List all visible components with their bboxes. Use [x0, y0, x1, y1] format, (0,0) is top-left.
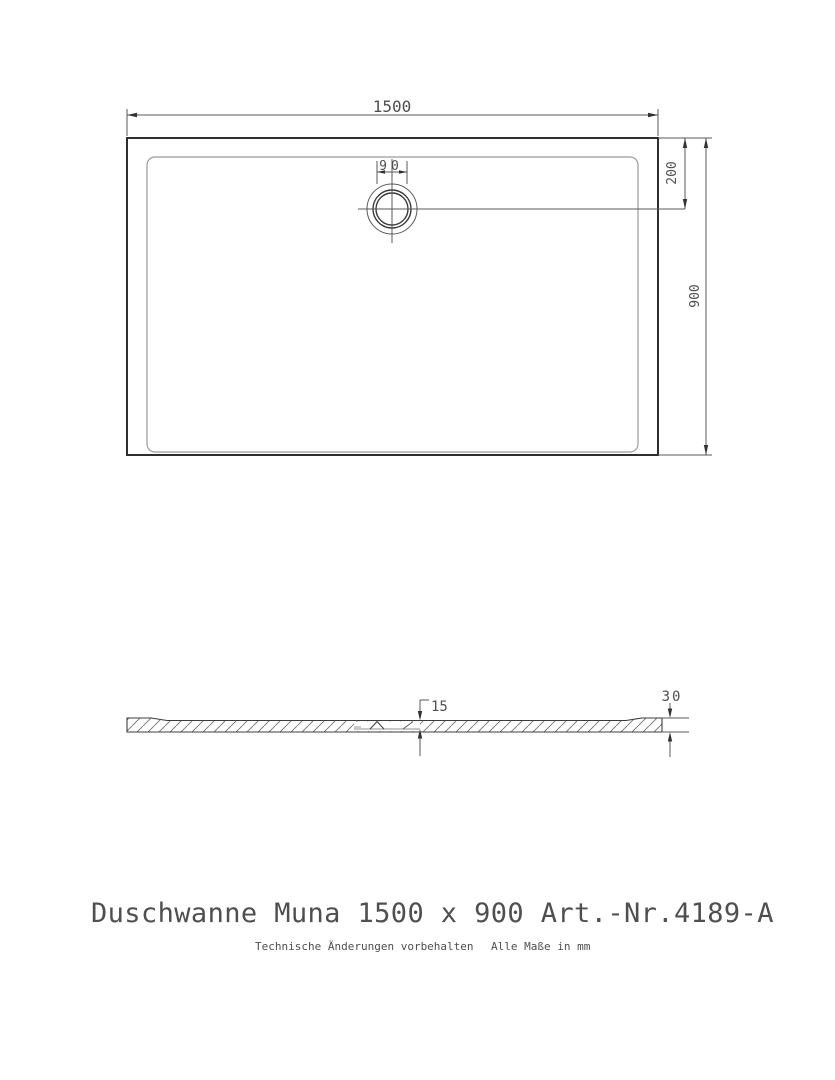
footnote-units: Alle Maße in mm [491, 940, 591, 953]
drain-offset-dimension [665, 138, 687, 209]
arrowhead-bottom [668, 732, 672, 742]
edge-height-label: 30 [661, 689, 683, 705]
arrowhead-bottom [704, 445, 708, 455]
section-view [127, 689, 689, 757]
height-dimension-label: 900 [688, 284, 703, 308]
footnote-disclaimer: Technische Änderungen vorbehalten [255, 940, 474, 953]
arrowhead-top [704, 138, 708, 148]
width-dimension-label: 1500 [372, 97, 412, 116]
arrowhead-top [668, 709, 672, 719]
recess-area [354, 721, 420, 731]
drain-diameter-dimension [377, 159, 407, 184]
top-view [127, 97, 712, 455]
drain [358, 177, 685, 243]
arrowhead-left [127, 113, 137, 117]
height-dimension [688, 138, 708, 455]
arrowhead-right [648, 113, 658, 117]
floor-thickness-label: 15 [431, 699, 448, 715]
drawing-title: Duschwanne Muna 1500 x 900 Art.-Nr.4189-A [91, 898, 774, 929]
drain-offset-label: 200 [665, 161, 680, 185]
section-drain-detail [354, 721, 420, 731]
drain-diameter-label: 90 [379, 159, 403, 174]
arrowhead-bottom [683, 199, 687, 209]
arrowhead-top [418, 711, 422, 721]
arrowhead-top [683, 138, 687, 148]
width-dimension [127, 97, 658, 136]
edge-height-dimension [662, 689, 689, 757]
